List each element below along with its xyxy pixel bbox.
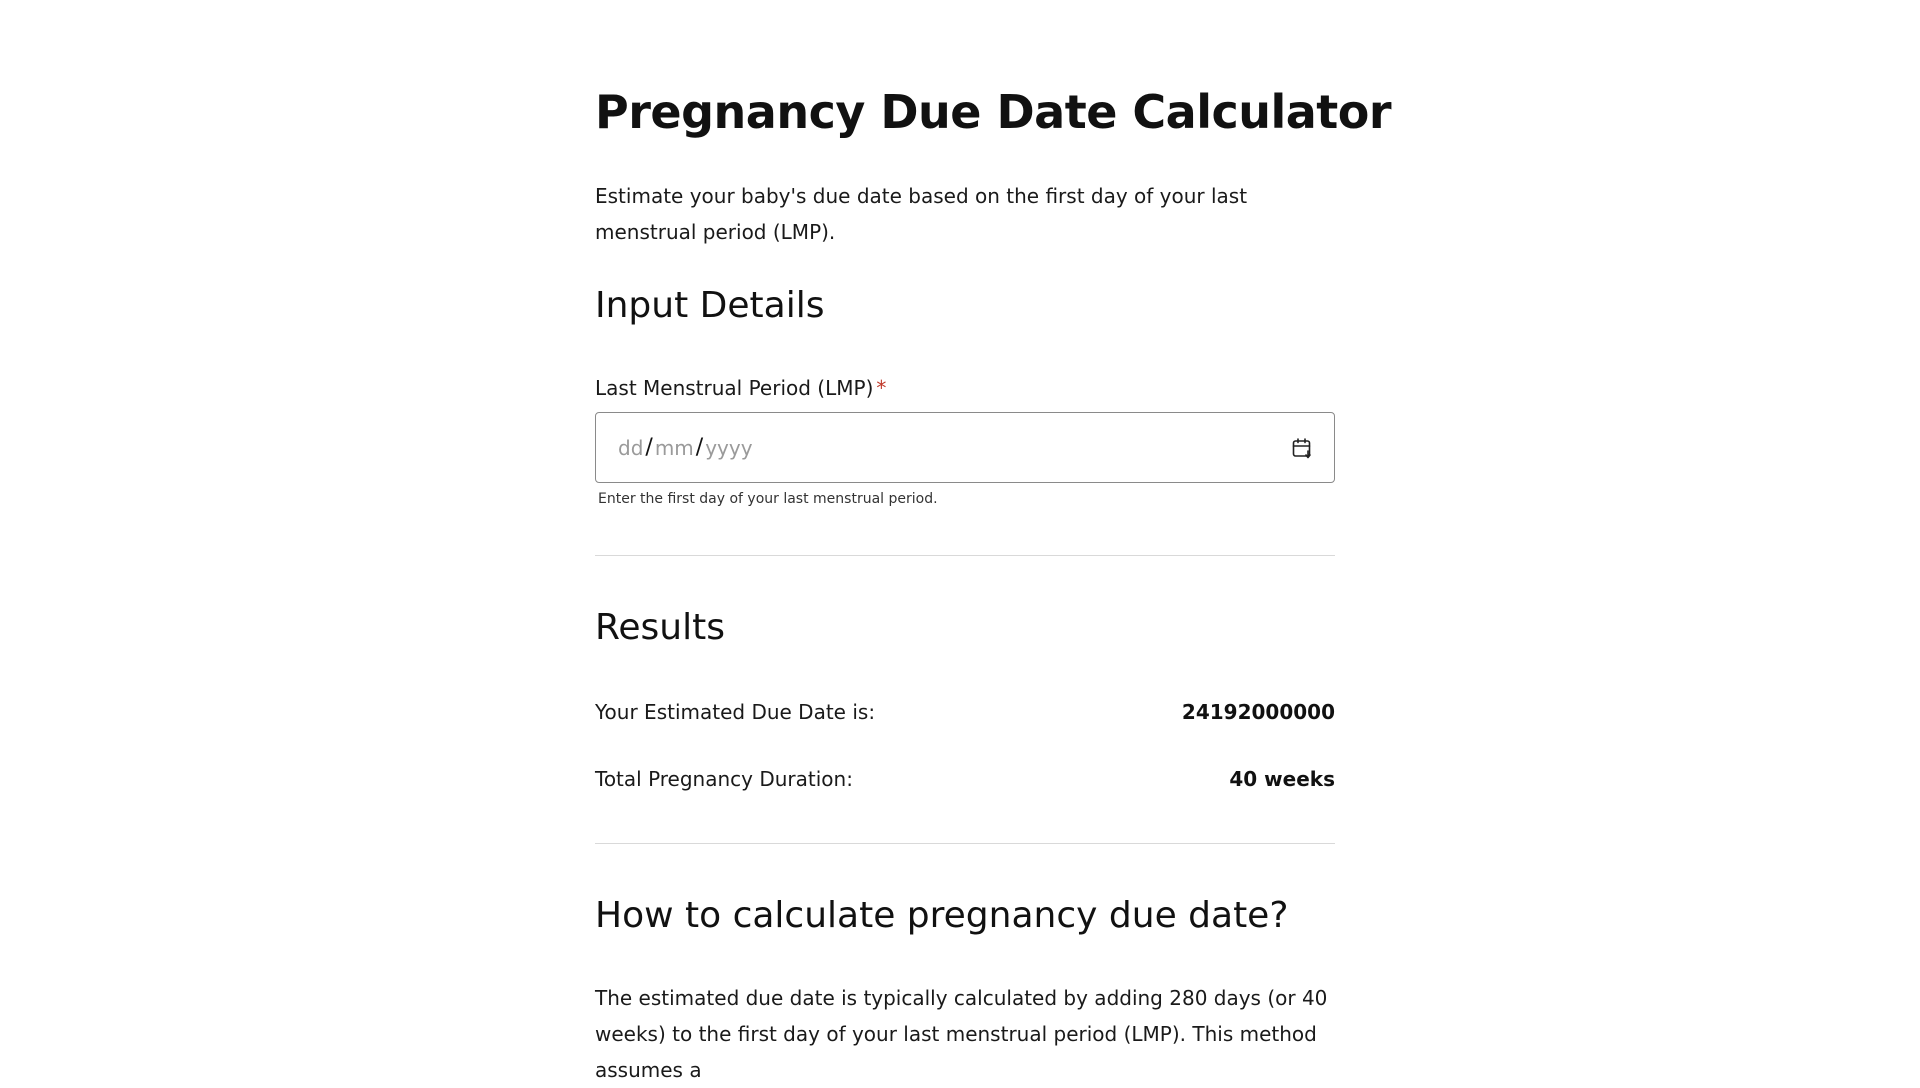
month-segment[interactable]: mm <box>654 435 694 460</box>
howto-body-text: The estimated due date is typically calculated by adding 280 days (or 40 weeks) to the first day of your last menstrual period (LMP). This method assumes a <box>595 986 1328 1082</box>
section-divider <box>595 555 1335 556</box>
page-title: Pregnancy Due Date Calculator <box>595 85 1392 139</box>
duration-label: Total Pregnancy Duration: <box>595 767 853 791</box>
year-segment[interactable]: yyyy <box>705 435 753 460</box>
duration-value: 40 weeks <box>1229 767 1335 791</box>
howto-heading: How to calculate pregnancy due date? <box>595 895 1289 936</box>
due-date-row <box>595 698 1335 726</box>
required-mark: * <box>876 376 887 400</box>
due-date-label: Your Estimated Due Date is: <box>595 700 876 724</box>
duration-row <box>595 765 1335 793</box>
input-details-heading: Input Details <box>595 285 825 326</box>
date-separator: / <box>695 434 704 460</box>
lmp-label-text: Last Menstrual Period (LMP) <box>595 376 874 400</box>
lmp-field-label <box>595 374 886 402</box>
calendar-icon[interactable] <box>1290 436 1314 460</box>
due-date-value: 24192000000 <box>1181 700 1335 724</box>
lmp-date-input[interactable] <box>595 412 1335 483</box>
date-separator: / <box>645 434 653 460</box>
day-segment[interactable]: dd <box>618 435 644 460</box>
results-heading: Results <box>595 607 725 648</box>
lmp-helper-text: Enter the first day of your last menstrual period. <box>598 491 938 507</box>
intro-text: Estimate your baby's due date based on the first day of your last menstrual period (LMP). <box>595 184 1248 244</box>
section-divider <box>595 843 1335 844</box>
